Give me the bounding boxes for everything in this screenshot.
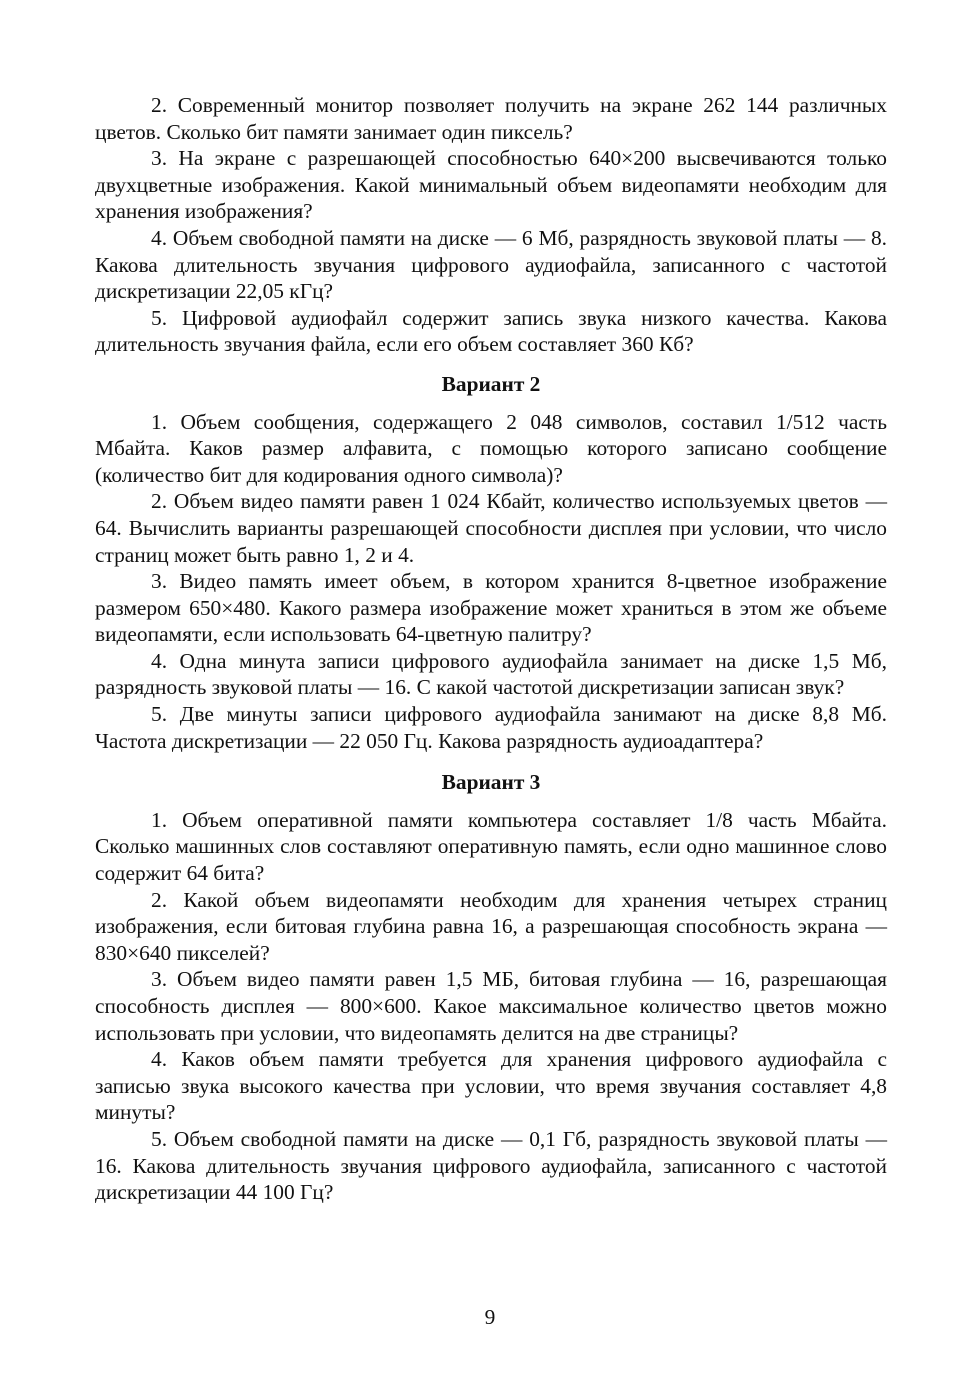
task-paragraph: 4. Объем свободной памяти на диске — 6 Мб, разрядность звуковой платы — 8. Какова длительность звучания цифрового аудиофайла, записанного с частотой дискретизации 22,05 кГц? bbox=[95, 225, 887, 304]
task-paragraph: 2. Современный монитор позволяет получить на экране 262 144 различных цветов. Сколько бит памяти занимает один пиксель? bbox=[95, 93, 887, 144]
task-paragraph: 5. Две минуты записи цифрового аудиофайла занимают на диске 8,8 Мб. Частота дискретизации — 22 050 Гц. Какова разрядность аудиоадаптера? bbox=[95, 702, 887, 753]
task-paragraph: 5. Цифровой аудиофайл содержит запись звука низкого качества. Какова длительность звучания файла, если его объем составляет 360 Кб? bbox=[95, 305, 887, 357]
task-paragraph: 3. На экране с разрешающей способностью 640×200 высвечиваются только двухцветные изображения. Какой минимальный объем видеопамяти необходим для хранения изображения? bbox=[95, 146, 887, 224]
variant-2-heading: Вариант 2 bbox=[441, 371, 541, 396]
task-paragraph: 2. Объем видео памяти равен 1 024 Кбайт, количество используемых цветов — 64. Вычислить варианты разрешающей способности дисплея при условии, что число страниц может быть равно 1, 2 и 4. bbox=[95, 489, 887, 567]
task-paragraph: 5. Объем свободной памяти на диске — 0,1 Гб, разрядность звуковой платы — 16. Какова длительность звучания цифрового аудиофайла, записанного с частотой дискретизации 44 100 Гц? bbox=[95, 1126, 887, 1205]
task-paragraph: 1. Объем оперативной памяти компьютера составляет 1/8 часть Мбайта. Сколько машинных слов составляют оперативную память, если одно машинное слово содержит 64 бита? bbox=[95, 807, 887, 886]
task-paragraph: 2. Какой объем видеопамяти необходим для хранения четырех страниц изображения, если битовая глубина равна 16, а разрешающая способность экрана — 830×640 пикселей? bbox=[95, 887, 887, 965]
variant-3-section bbox=[95, 769, 887, 1206]
variant-3-heading: Вариант 3 bbox=[441, 770, 541, 795]
task-paragraph: 3. Объем видео памяти равен 1,5 МБ, битовая глубина — 16, разрешающая способность дисплея — 800×600. Какое максимальное количество цветов можно использовать при условии, что видеопамять делится на две страницы? bbox=[95, 967, 887, 1045]
page-content bbox=[95, 92, 887, 1206]
task-paragraph: 4. Одна минута записи цифрового аудиофайла занимает на диске 1,5 Мб, разрядность звуковой платы — 16. С какой частотой дискретизации записан звук? bbox=[95, 648, 887, 700]
task-paragraph: 3. Видео память имеет объем, в котором хранится 8-цветное изображение размером 650×480. Какого размера изображение может храниться в этом же объеме видеопамяти, если использовать 64-цветную палитру? bbox=[95, 569, 887, 647]
task-paragraph: 4. Каков объем памяти требуется для хранения цифрового аудиофайла с записью звука высокого качества при условии, что время звучания составляет 4,8 минуты? bbox=[95, 1047, 887, 1125]
variant-2-section bbox=[95, 371, 887, 754]
variant-1-continuation bbox=[95, 92, 887, 358]
page-number: 9 bbox=[484, 1305, 496, 1329]
task-paragraph: 1. Объем сообщения, содержащего 2 048 символов, составил 1/512 часть Мбайта. Каков размер алфавита, с помощью которого записано сообщение (количество бит для кодирования одного символа)? bbox=[95, 409, 887, 487]
